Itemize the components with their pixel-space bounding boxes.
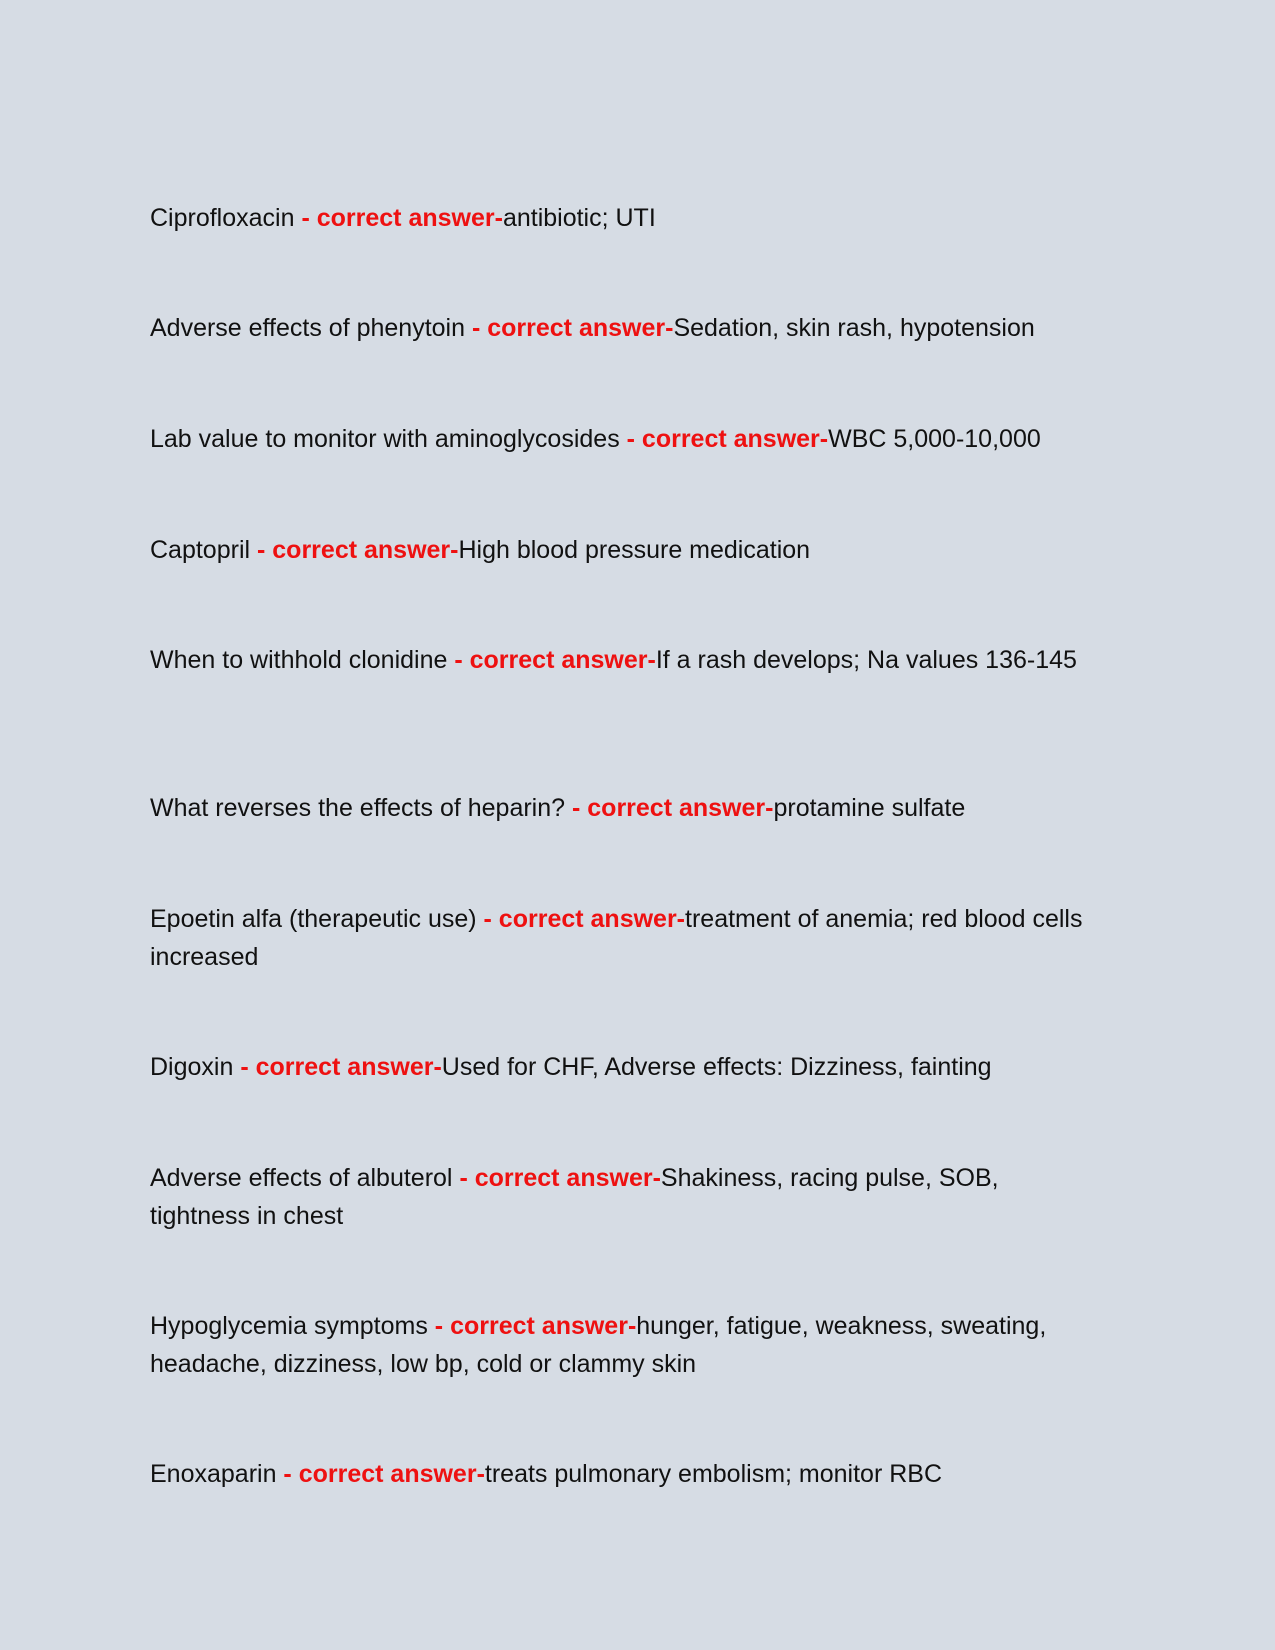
entry-term: What reverses the effects of heparin?: [150, 794, 566, 822]
flashcard-entry: [150, 789, 1110, 827]
flashcard-entry: [150, 309, 1110, 347]
entry-answer: treatment of anemia; red blood cells increased: [150, 905, 1083, 971]
entry-answer: High blood pressure medication: [458, 536, 811, 564]
entry-answer: antibiotic; UTI: [502, 204, 656, 232]
entry-answer: If a rash develops; Na values 136-145: [655, 646, 1077, 674]
entry-answer: protamine sulfate: [773, 794, 966, 822]
entry-separator: - correct answer-: [427, 1312, 637, 1340]
entry-answer: Shakiness, racing pulse, SOB, tightness in chest: [150, 1164, 999, 1230]
entry-separator: - correct answer-: [447, 646, 656, 674]
flashcard-entry: [150, 199, 1110, 237]
entry-separator: - correct answer-: [233, 1053, 442, 1081]
entry-answer: hunger, fatigue, weakness, sweating, headache, dizziness, low bp, cold or clammy skin: [150, 1312, 1047, 1378]
flashcard-entry: [150, 1307, 1110, 1383]
entry-term: Lab value to monitor with aminoglycosides: [150, 425, 620, 453]
entry-answer: treats pulmonary embolism; monitor RBC: [484, 1460, 942, 1488]
entry-term: Adverse effects of albuterol: [150, 1164, 453, 1192]
entry-term: Epoetin alfa (therapeutic use): [150, 905, 477, 933]
entry-separator: - correct answer-: [619, 425, 829, 453]
entry-answer: Sedation, skin rash, hypotension: [673, 314, 1035, 342]
entry-separator: - correct answer-: [250, 536, 459, 564]
entry-term: Digoxin: [150, 1053, 234, 1081]
entry-term: When to withhold clonidine: [150, 646, 448, 674]
flashcard-entry: [150, 641, 1090, 679]
entry-separator: - correct answer-: [465, 314, 674, 342]
entry-separator: - correct answer-: [476, 905, 686, 933]
flashcard-entry: [150, 1159, 1050, 1235]
entry-answer: WBC 5,000-10,000: [828, 425, 1041, 453]
flashcard-entry: [150, 420, 1110, 458]
entry-separator: - correct answer-: [452, 1164, 661, 1192]
entry-term: Enoxaparin: [150, 1460, 277, 1488]
entry-term: Adverse effects of phenytoin: [150, 314, 466, 342]
entry-separator: - correct answer-: [565, 794, 774, 822]
entry-term: Hypoglycemia symptoms: [150, 1312, 428, 1340]
flashcard-entry: [150, 900, 1110, 976]
flashcard-entry: [150, 1455, 1110, 1493]
flashcard-entry: [150, 531, 1110, 569]
entry-term: Ciprofloxacin: [150, 204, 295, 232]
entry-term: Captopril: [150, 536, 251, 564]
entry-separator: - correct answer-: [294, 204, 503, 232]
entry-separator: - correct answer-: [276, 1460, 485, 1488]
flashcard-entry: [150, 1048, 1110, 1086]
entry-answer: Used for CHF, Adverse effects: Dizziness, fainting: [441, 1053, 992, 1081]
